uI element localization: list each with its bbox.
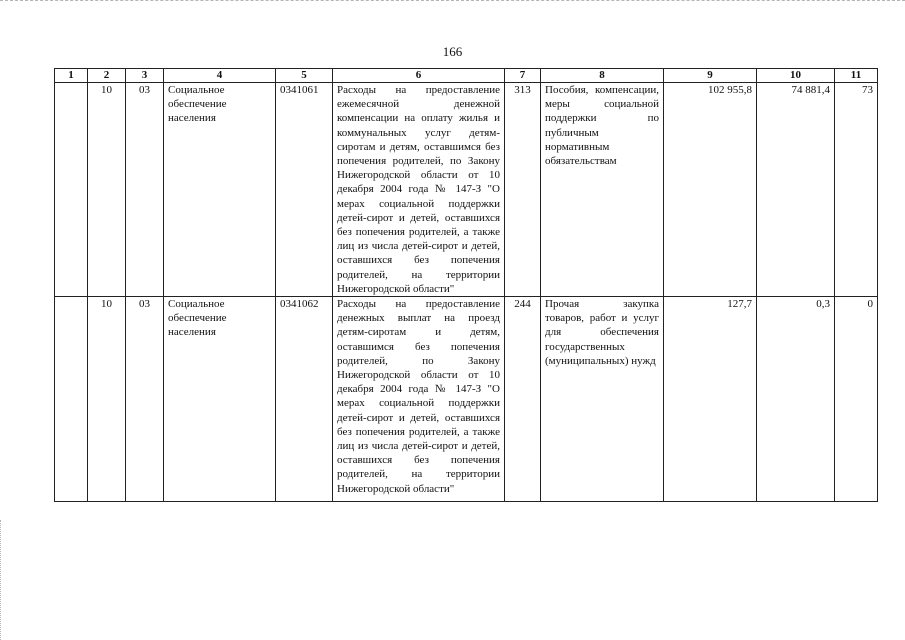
page-top-edge	[0, 0, 905, 1]
cell-subsection-name: Социальное обеспечение населения	[164, 297, 276, 502]
column-header: 5	[276, 69, 333, 83]
column-header: 10	[757, 69, 835, 83]
budget-table	[54, 68, 878, 502]
table-row	[55, 83, 878, 297]
cell-section: 10	[88, 297, 126, 502]
cell-col1	[55, 297, 88, 502]
table-row	[55, 297, 878, 502]
column-header: 9	[664, 69, 757, 83]
column-header: 2	[88, 69, 126, 83]
cell-percent: 73	[835, 83, 878, 297]
column-header: 1	[55, 69, 88, 83]
cell-subsection-name: Социальное обеспечение населения	[164, 83, 276, 297]
column-header: 6	[333, 69, 505, 83]
cell-amount-planned: 102 955,8	[664, 83, 757, 297]
cell-amount-executed: 74 881,4	[757, 83, 835, 297]
cell-target-code: 0341062	[276, 297, 333, 502]
cell-amount-planned: 127,7	[664, 297, 757, 502]
header-row	[55, 69, 878, 83]
column-header: 4	[164, 69, 276, 83]
page-left-edge	[0, 520, 1, 640]
cell-expense-type-name: Пособия, компенсации, меры социальной поддержки по публичным нормативным обязательствам	[541, 83, 664, 297]
cell-target-code: 0341061	[276, 83, 333, 297]
page-number: 166	[442, 44, 463, 59]
cell-col1	[55, 83, 88, 297]
column-header: 11	[835, 69, 878, 83]
cell-expense-type-code: 244	[505, 297, 541, 502]
cell-subsection: 03	[126, 83, 164, 297]
column-header: 3	[126, 69, 164, 83]
column-header: 7	[505, 69, 541, 83]
cell-expense-description: Расходы на предоставление денежных выплат на проезд детям-сиротам и детям, оставшимся без попечения родителей, по Закону Нижегородской области от 10 декабря 2004 года № 147-З "О мерах социальной поддержки детей-сирот и детей, оставшихся без попечения родителей, а также лиц из числа детей-сирот и детей, оставшихся без попечения родителей, на территории Нижегородской области"	[333, 297, 505, 502]
cell-section: 10	[88, 83, 126, 297]
column-header: 8	[541, 69, 664, 83]
cell-subsection: 03	[126, 297, 164, 502]
cell-expense-type-name: Прочая закупка товаров, работ и услуг для обеспечения государственных (муниципальных) нужд	[541, 297, 664, 502]
cell-percent: 0	[835, 297, 878, 502]
cell-amount-executed: 0,3	[757, 297, 835, 502]
cell-expense-description: Расходы на предоставление ежемесячной денежной компенсации на оплату жилья и коммунальных услуг детям-сиротам и детям, оставшимся без попечения родителей, по Закону Нижегородской области от 10 декабря 2004 года № 147-З "О мерах социальной поддержки детей-сирот и детей, оставшихся без попечения родителей, а также лиц из числа детей-сирот и детей, оставшихся без попечения родителей, на территории Нижегородской области"	[333, 83, 505, 297]
cell-expense-type-code: 313	[505, 83, 541, 297]
